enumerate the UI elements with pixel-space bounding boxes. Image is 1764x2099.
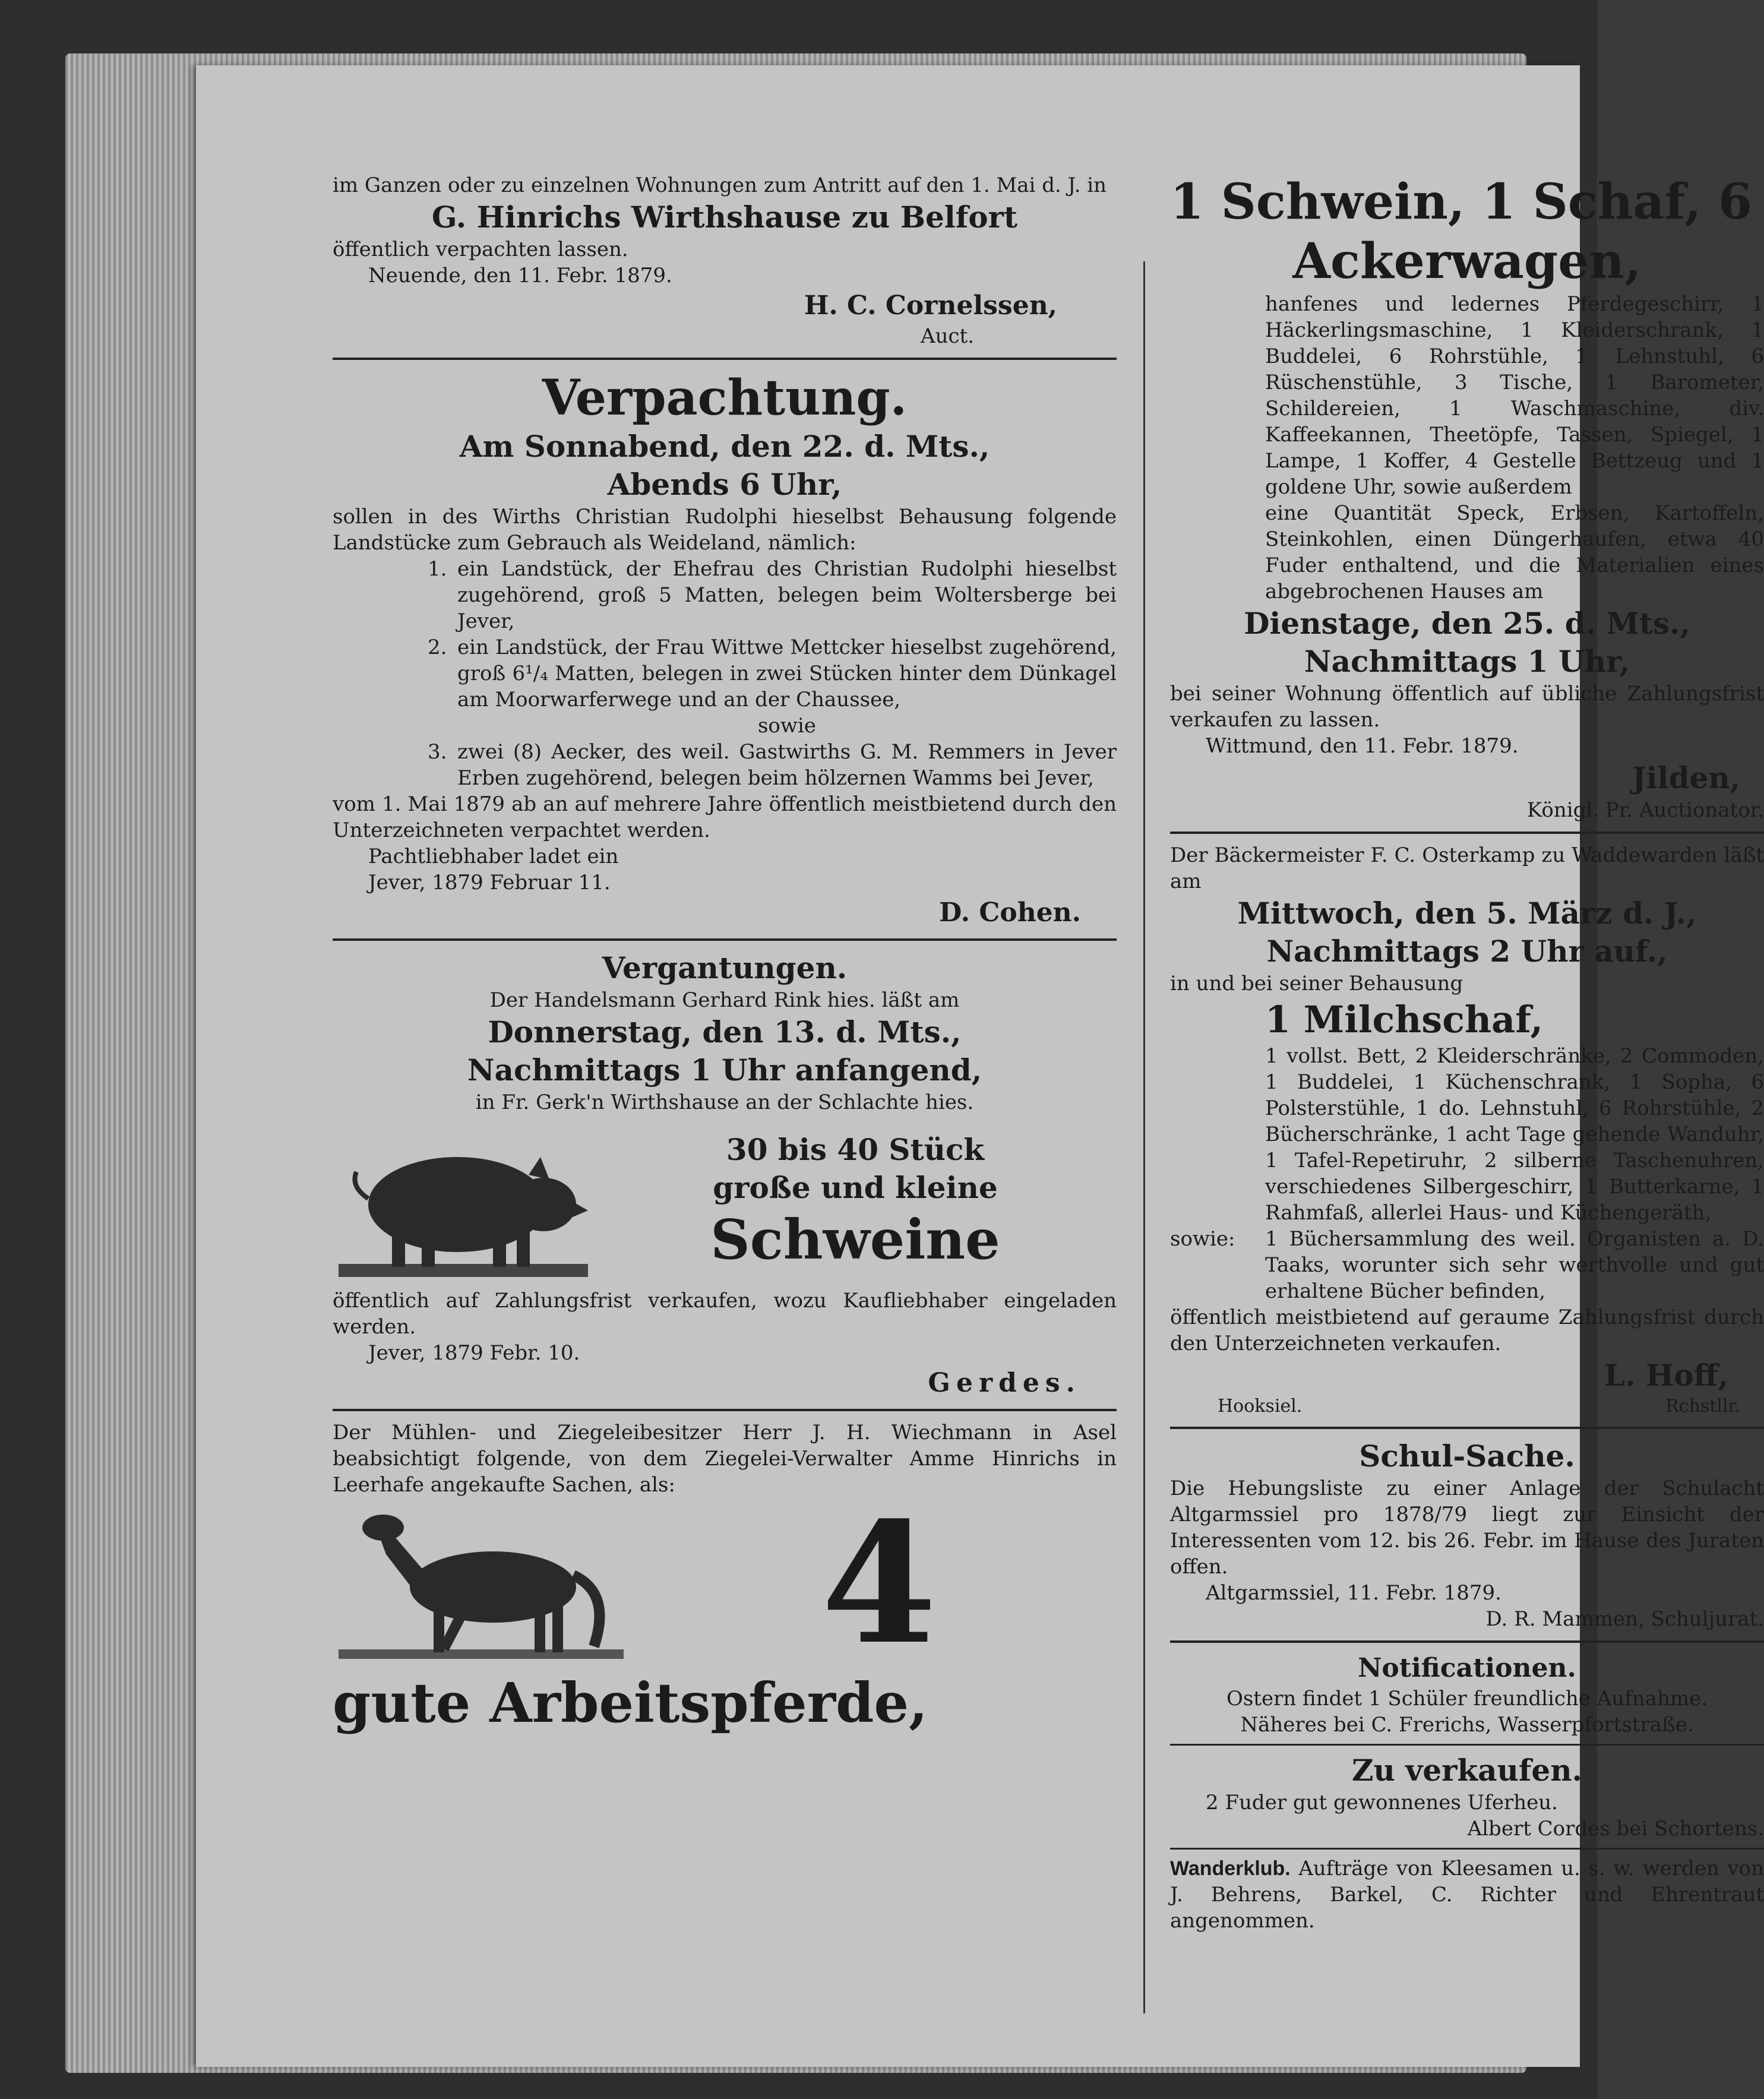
verpachtung-list	[428, 556, 1117, 791]
verkaufen-title: Zu verkaufen.	[1352, 1753, 1582, 1788]
vergantungen-place: in Fr. Gerk'n Wirthshause an der Schlachte hies.	[475, 1090, 974, 1114]
left-column	[333, 172, 1117, 1736]
pig-block	[333, 1115, 1117, 1288]
horse-item: gute Arbeitspferde,	[333, 1671, 928, 1735]
top-signature: H. C. Cornelssen,	[804, 290, 1057, 321]
notiz-line-2: Näheres bei C. Frerichs, Wasserpfortstraße.	[1240, 1713, 1694, 1737]
right-column	[1170, 172, 1764, 1934]
baecker-place: in und bei seiner Behausung	[1170, 972, 1463, 995]
horse-count: 4	[821, 1486, 937, 1681]
baecker-signature: L. Hoff,	[1604, 1358, 1728, 1393]
top-tail: öffentlich verpachten lassen.	[333, 238, 628, 261]
divider	[333, 358, 1117, 360]
auction-tail: bei seiner Wohnung öffentlich auf übliche Zahlungsfrist verkaufen zu lassen.	[1170, 682, 1764, 732]
list-item: 3. zwei (8) Aecker, des weil. Gastwirths G. M. Remmers in Jever Erben zugehörend, belegen beim hölzernen Wamms bei Jever,	[428, 740, 1117, 790]
auction-headline-2: Ackerwagen,	[1292, 233, 1642, 290]
top-date: Neuende, den 11. Febr. 1879.	[368, 264, 672, 287]
verpachtung-day: Am Sonnabend, den 22. d. Mts.,	[459, 429, 990, 464]
auction-list-2: eine Quantität Speck, Erbsen, Kartoffeln, Steinkohlen, einen Düngerhaufen, etwa 40 Fuder enthaltend, und die Materialien eines abgebrochenen Hauses am	[1265, 501, 1764, 603]
baecker-tail: öffentlich meistbietend auf geraume Zahlungsfrist durch den Unterzeichneten verkaufen.	[1170, 1305, 1764, 1355]
horse-block	[333, 1486, 1117, 1681]
auction-signature: Jilden,	[1632, 760, 1740, 795]
divider	[1170, 1640, 1764, 1643]
divider	[333, 1409, 1117, 1411]
verkaufen-line-1: 2 Fuder gut gewonnenes Uferheu.	[1206, 1791, 1558, 1815]
baecker-day: Mittwoch, den 5. März d. J.,	[1237, 896, 1697, 931]
divider	[1170, 1744, 1764, 1746]
vergantungen-intro: Der Handelsmann Gerhard Rink hies. läßt am	[489, 988, 960, 1012]
top-signature-title: Auct.	[921, 324, 974, 348]
list-item: sowie	[757, 714, 816, 738]
vergantungen-day: Donnerstag, den 13. d. Mts.,	[488, 1014, 962, 1050]
horse-illustration	[333, 1498, 641, 1670]
verpachtung-signature: D. Cohen.	[939, 897, 1081, 928]
vergantungen-time: Nachmittags 1 Uhr anfangend,	[467, 1052, 982, 1088]
wanderklub-title: Wanderklub.	[1170, 1857, 1291, 1880]
baecker-intro: Der Bäckermeister F. C. Osterkamp zu Waddewarden läßt am	[1170, 843, 1764, 893]
notiz-line-1: Ostern findet 1 Schüler freundliche Aufnahme.	[1226, 1687, 1708, 1711]
auction-time: Nachmittags 1 Uhr,	[1304, 644, 1630, 679]
auction-list-1: hanfenes und ledernes Pferdegeschirr, 1 Häckerlingsmaschine, 1 Kleiderschrank, 1 Buddelei, 6 Rohrstühle, 1 Lehnstuhl, 6 Rüschenstühle, 3 Tische, 1 Barometer, Schildereien, 1 Waschmaschine, div. Kaffeekannen, Theetöpfe, Tassen, Spiegel, 1 Lampe, 1 Koffer, 4 Gestelle Bettzeug und 1 goldene Uhr, sowie außerdem	[1265, 292, 1764, 499]
list-item: 1. ein Landstück, der Ehefrau des Christian Rudolphi hieselbst zugehörend, groß 5 Matten, belegen beim Woltersberge bei Jever,	[428, 557, 1117, 633]
schul-text: Die Hebungsliste zu einer Anlage der Schulacht Altgarmssiel pro 1878/79 liegt zur Einsicht der Interessenten vom 12. bis 26. Febr. im Hause des Juraten offen.	[1170, 1477, 1764, 1579]
verpachtung-invite: Pachtliebhaber ladet ein	[368, 845, 619, 868]
divider	[1170, 1848, 1764, 1850]
verpachtung-tail: vom 1. Mai 1879 ab an auf mehrere Jahre öffentlich meistbietend durch den Unterzeichneten verpachtet werden.	[333, 792, 1117, 842]
schul-title: Schul-Sache.	[1359, 1439, 1575, 1474]
auction-date: Wittmund, den 11. Febr. 1879.	[1206, 734, 1519, 758]
baecker-item: 1 Milchschaf,	[1265, 998, 1544, 1041]
vergantungen-signature: Gerdes.	[928, 1368, 1081, 1398]
auction-day: Dienstage, den 25. d. Mts.,	[1244, 606, 1690, 641]
divider	[1170, 1427, 1764, 1429]
verkaufen-line-2: Albert Cordes bei Schortens.	[1467, 1817, 1764, 1841]
notiz-title: Notificationen.	[1358, 1653, 1576, 1683]
baecker-list: 1 vollst. Bett, 2 Kleiderschränke, 2 Commoden, 1 Buddelei, 1 Küchenschrank, 1 Sopha, 6 Polsterstühle, 1 do. Lehnstuhl, 6 Rohrstühle, 2 Bücherschränke, 1 acht Tage gehende Wanduhr, 1 Tafel-Repetiruhr, 2 silberne Taschenuhren, verschiedenes Silbergeschirr, 1 Butterkarne, 1 Rahmfaß, allerlei Haus- und Küchengeräth,	[1265, 1044, 1764, 1225]
list-item: 2. ein Landstück, der Frau Wittwe Mettcker hieselbst zugehörend, groß 6¹/₄ Matten, belegen in zwei Stücken hinter dem Dünkagel am Moorwarferwege und an der Chaussee,	[428, 636, 1117, 712]
divider	[333, 938, 1117, 941]
wanderklub	[1170, 1855, 1764, 1934]
baecker-books: sowie: 1 Büchersammlung des weil. Organisten a. D. Taaks, worunter sich sehr werthvolle und gut erhaltene Bücher befinden,	[1170, 1227, 1764, 1303]
pig-size: große und kleine	[713, 1170, 998, 1205]
top-text: im Ganzen oder zu einzelnen Wohnungen zum Antritt auf den 1. Mai d. J. in	[333, 173, 1107, 197]
muehle-intro: Der Mühlen- und Ziegeleibesitzer Herr J. H. Wiechmann in Asel beabsichtigt folgende, von dem Ziegelei-Verwalter Amme Hinrichs in Leerhafe angekaufte Sachen, als:	[333, 1421, 1117, 1497]
wanderklub-text: Aufträge von Kleesamen u. s. w. werden von J. Behrens, Barkel, C. Richter und Ehrentraut angenommen.	[1170, 1857, 1764, 1933]
pig-count: 30 bis 40 Stück	[726, 1132, 985, 1167]
auction-headline: 1 Schwein, 1 Schaf, 6	[1170, 173, 1753, 230]
verpachtung-intro: sollen in des Wirths Christian Rudolphi hieselbst Behausung folgende Landstücke zum Gebrauch als Weideland, nämlich:	[333, 505, 1117, 555]
schul-signature: D. R. Mammen, Schuljurat.	[1485, 1607, 1764, 1631]
baecker-signature-line: Hooksiel. Rchstllr.	[1218, 1396, 1740, 1417]
vergantungen-date: Jever, 1879 Febr. 10.	[368, 1341, 580, 1365]
pig-word: Schweine	[710, 1207, 1000, 1272]
vergantungen-tail: öffentlich auf Zahlungsfrist verkaufen, wozu Kaufliebhaber eingeladen werden.	[333, 1289, 1117, 1339]
auction-signature-title: Königl. Pr. Auctionator.	[1526, 798, 1764, 822]
baecker-time: Nachmittags 2 Uhr auf.,	[1266, 934, 1668, 969]
verpachtung-date: Jever, 1879 Februar 11.	[368, 871, 611, 894]
vergantungen-title: Vergantungen.	[602, 950, 848, 985]
verpachtung-time: Abends 6 Uhr,	[607, 467, 842, 502]
top-place: G. Hinrichs Wirthshause zu Belfort	[431, 200, 1018, 235]
divider	[1170, 832, 1764, 834]
column-divider	[1143, 261, 1145, 2013]
pig-illustration	[333, 1115, 594, 1288]
schul-date: Altgarmssiel, 11. Febr. 1879.	[1206, 1581, 1501, 1605]
newspaper-page	[196, 65, 1764, 2067]
verpachtung-title: Verpachtung.	[542, 369, 908, 426]
